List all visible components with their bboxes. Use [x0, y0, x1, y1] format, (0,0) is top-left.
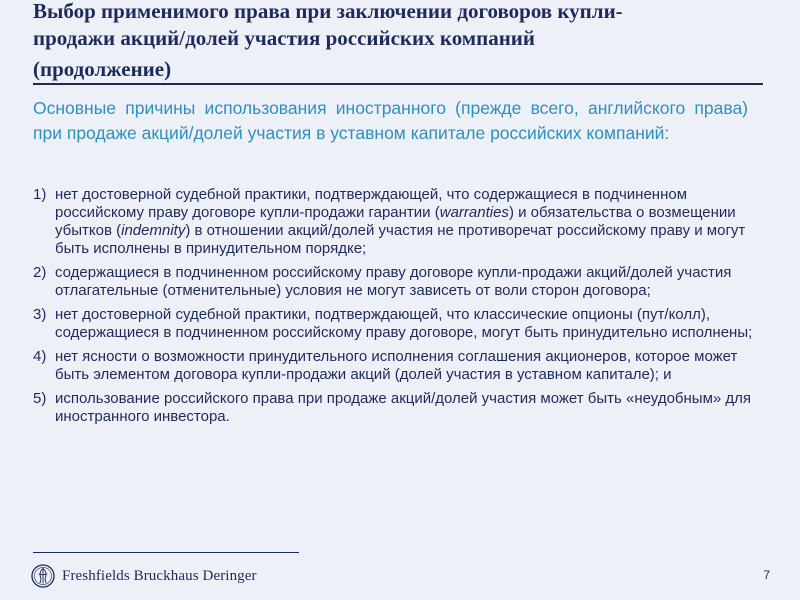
list-item-text: нет достоверной судебной практики, подтверждающей, что классические опционы (пут/колл), содержащиеся в подчиненном российскому праву договоре, могут быть принудительно исполнены;: [55, 306, 753, 341]
title-divider: [33, 83, 763, 85]
text-segment: ) и обязательства о возмещении убытков (: [55, 204, 736, 239]
list-item-number: 5): [33, 390, 47, 407]
list-item-text: нет ясности о возможности принудительного исполнения соглашения акционеров, которое может быть элементом договора купли-продажи акций (долей участия в уставном капитале); и: [55, 348, 738, 383]
list-item: [33, 306, 753, 342]
title-line: Выбор применимого права при заключении договоров купли-: [33, 0, 623, 23]
title-line: продажи акций/долей участия российских компаний: [33, 26, 536, 50]
list-item: [33, 186, 753, 258]
list-item: [33, 264, 753, 300]
term-warranties: warranties: [439, 204, 509, 221]
freshfields-emblem-icon: [31, 563, 55, 589]
list-item-text: содержащиеся в подчиненном российскому праву договоре купли-продажи акций/долей участия отлагательные (отменительные) условия не могут зависеть от воли сторон договора;: [55, 264, 732, 299]
text-segment: нет достоверной судебной практики, подтверждающей, что содержащиеся в подчиненном российскому праву договоре купли-продажи гарантии (: [55, 186, 688, 221]
list-item-text: [55, 186, 745, 257]
slide-subtitle: Основные причины использования иностранного (прежде всего, английского права) при продаже акций/долей участия в уставном капитале российских компаний:: [33, 98, 748, 143]
footer-divider: [33, 552, 299, 553]
text-segment: ) в отношении акций/долей участия не противоречат российскому праву и могут быть исполнены в принудительном порядке;: [55, 222, 746, 257]
list-item: [33, 390, 753, 426]
title-line: (продолжение): [33, 57, 172, 81]
list-item-text: использование российского права при продаже акций/долей участия может быть «неудобным» для иностранного инвестора.: [55, 390, 752, 425]
company-logo: [31, 562, 257, 590]
list-item-number: 2): [33, 264, 47, 281]
list-item-number: 3): [33, 306, 47, 323]
list-item-number: 1): [33, 186, 47, 203]
list-item-number: 4): [33, 348, 47, 365]
logo-text: Freshfields Bruckhaus Deringer: [62, 567, 257, 584]
reasons-list: [33, 186, 753, 432]
page-number: 7: [763, 568, 770, 582]
list-item: [33, 348, 753, 384]
term-indemnity: indemnity: [121, 222, 186, 239]
slide-title: [33, 0, 773, 83]
